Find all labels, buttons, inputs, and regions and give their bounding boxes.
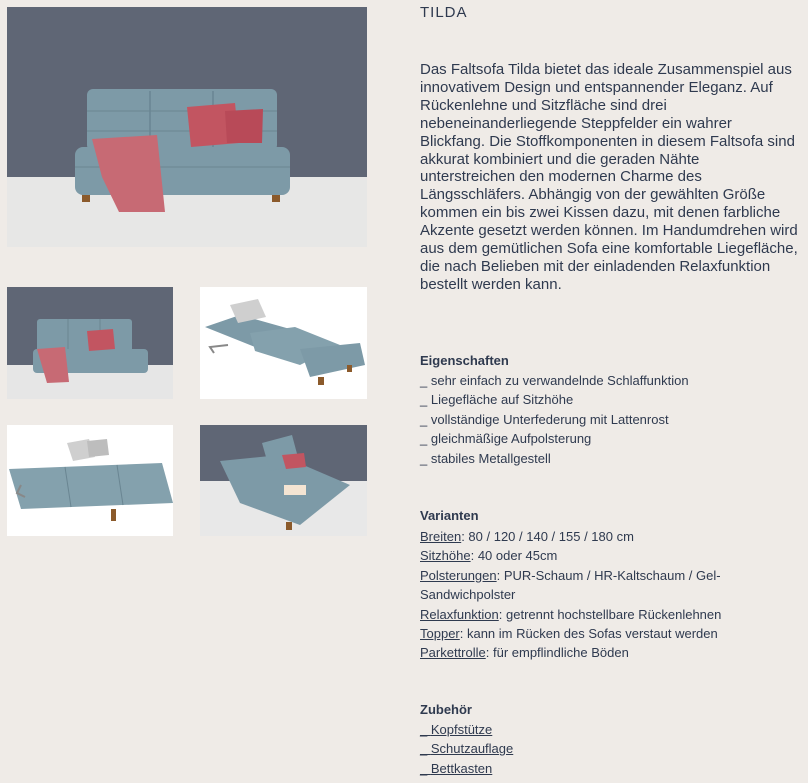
accessories-list (420, 720, 513, 778)
features-heading: Eigenschaften (420, 353, 509, 368)
accessory-prefix: _ (420, 722, 431, 737)
variant-link-sitzhoehe[interactable]: Sitzhöhe (420, 548, 471, 564)
accessory-link-schutzauflage[interactable] (420, 741, 513, 756)
variant-row (420, 624, 790, 643)
variant-value: : für empflindliche Böden (485, 645, 629, 661)
accessory-row (420, 759, 513, 778)
variants-list (420, 527, 790, 663)
accessory-prefix: _ (420, 741, 431, 757)
variant-link-polsterungen[interactable]: Polsterungen (420, 567, 497, 583)
feature-item: _ stabiles Metallgestell (420, 450, 551, 466)
thumbnail-sofa-bed-angle[interactable] (200, 287, 367, 399)
variant-row (420, 643, 790, 662)
feature-item: _ vollständige Unterfederung mit Lattenrost (420, 411, 669, 427)
accessories-heading: Zubehör (420, 702, 472, 717)
variant-row (420, 546, 790, 565)
variant-value: : 40 oder 45cm (470, 548, 558, 564)
features-list (420, 371, 689, 468)
variant-value: : 80 / 120 / 140 / 155 / 180 cm (461, 529, 634, 544)
variant-row (420, 527, 790, 546)
accessory-row (420, 720, 513, 739)
variant-link-relaxfunktion[interactable]: Relaxfunktion (420, 606, 499, 622)
thumbnail-sofa-bed-flat[interactable] (7, 425, 173, 536)
feature-item: _ Liegefläche auf Sitzhöhe (420, 392, 574, 408)
accessory-label: Schutzauflage (430, 741, 514, 757)
thumbnail-sofa-relax[interactable] (200, 425, 367, 536)
variant-link-breiten[interactable]: Breiten (420, 529, 462, 544)
accessory-row (420, 739, 513, 758)
product-title: TILDA (420, 4, 468, 21)
hero-image[interactable] (7, 7, 367, 247)
variant-value: : PUR-Schaum / HR-Kaltschaum / Gel-Sandwichpolster (420, 567, 721, 603)
feature-item: _ gleichmäßige Aufpolsterung (420, 431, 592, 447)
variant-link-topper[interactable]: Topper (420, 626, 460, 642)
variant-value: : getrennt hochstellbare Rückenlehnen (498, 606, 722, 622)
accessory-link-kopfstuetze[interactable] (420, 722, 492, 737)
variants-heading: Varianten (420, 508, 479, 523)
variant-link-parkettrolle[interactable]: Parkettrolle (420, 645, 486, 661)
variant-row (420, 605, 790, 624)
variant-row (420, 566, 790, 605)
accessory-label: Bettkasten (430, 760, 493, 776)
accessory-link-bettkasten[interactable] (420, 761, 492, 776)
accessory-prefix: _ (420, 760, 431, 776)
variant-value: : kann im Rücken des Sofas verstaut werden (459, 626, 718, 642)
accessory-label: Kopfstütze (430, 722, 493, 737)
product-description: Das Faltsofa Tilda bietet das ideale Zusammenspiel aus innovativem Design und entspannender Eleganz. Auf Rückenlehne und Sitzfläche sind drei nebeneinanderliegende Steppfelder ein wahrer Blickfang. Die Stoffkomponenten in diesem Faltsofa sind akkurat kombiniert und die geraden Nähte unterstreichen den modernen Charme des Längsschläfers. Abhängig von der gewählten Größe kommen ein bis zwei Kissen dazu, mit denen farbliche Akzente gesetzt werden können. Im Handumdrehen wird aus dem gemütlichen Sofa eine komfortable Liegefläche, die nach Belieben mit der einladenden Relaxfunktion bestellt werden kann. (420, 61, 798, 293)
feature-item: _ sehr einfach zu verwandelnde Schlaffunktion (420, 373, 689, 388)
thumbnail-sofa-front[interactable] (7, 287, 173, 399)
